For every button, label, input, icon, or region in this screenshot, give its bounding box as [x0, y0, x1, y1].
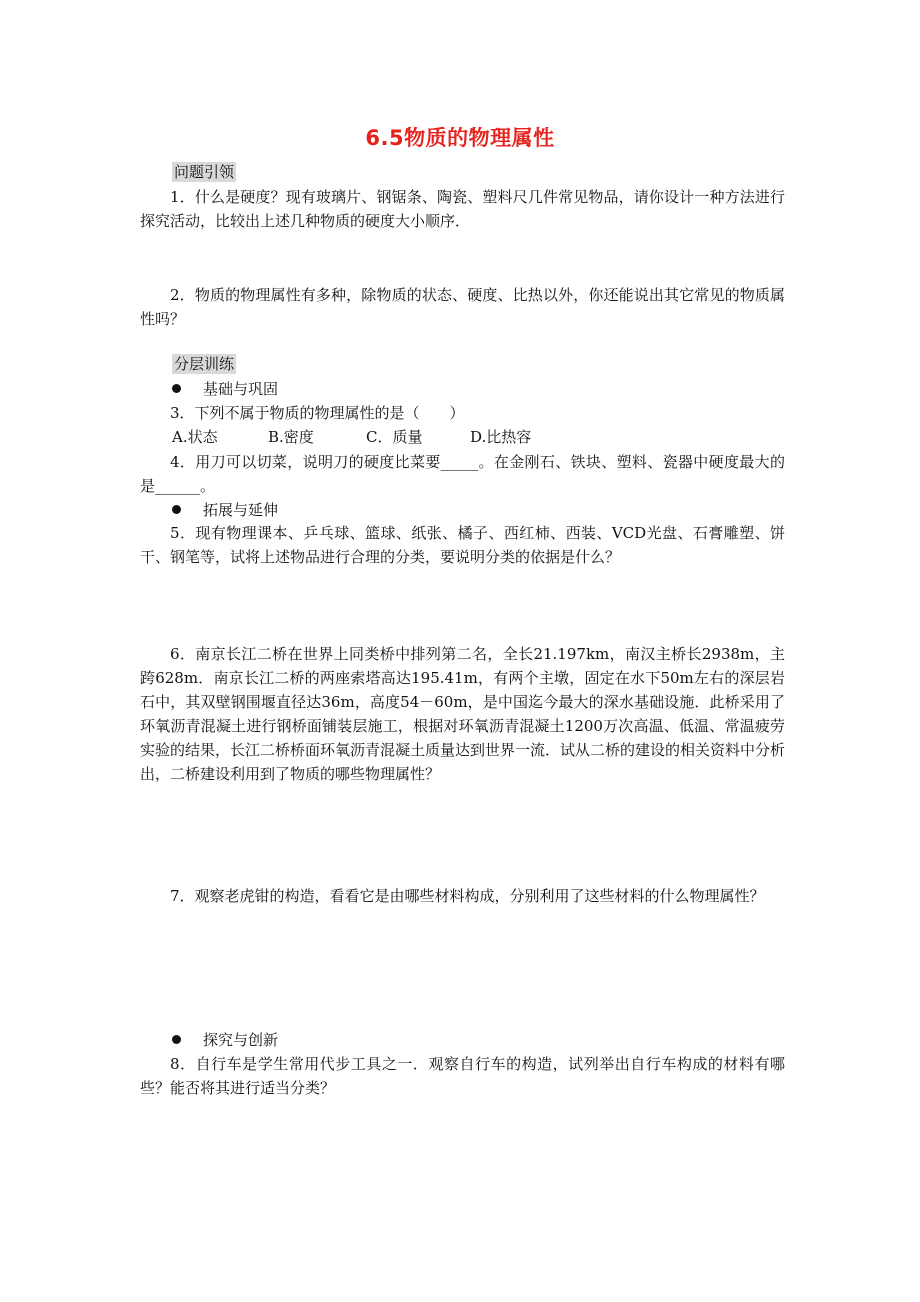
bullet-dot-icon	[172, 384, 181, 393]
question-5: 5．现有物理课本、乒乓球、篮球、纸张、橘子、西红柿、西装、VCD光盘、石膏雕塑、饼干、钢笔等，试将上述物品进行合理的分类，要说明分类的依据是什么？	[140, 524, 785, 566]
bullet-dot-icon	[172, 1035, 181, 1044]
question-7: 7．观察老虎钳的构造，看看它是由哪些材料构成，分别利用了这些材料的什么物理属性？	[170, 887, 765, 905]
bullet-extend-label: 拓展与延伸	[203, 501, 279, 519]
question-8: 8．自行车是学生常用代步工具之一．观察自行车的构造，试列举出自行车构成的材料有哪些？能否将其进行适当分类？	[140, 1055, 785, 1097]
question-3-options	[172, 426, 531, 448]
question-1: 1．什么是硬度？现有玻璃片、钢锯条、陶瓷、塑料尺几件常见物品，请你设计一种方法进行探究活动，比较出上述几种物质的硬度大小顺序．	[140, 188, 785, 230]
question-2: 2．物质的物理属性有多种，除物质的状态、硬度、比热以外，你还能说出其它常见的物质属性吗？	[140, 286, 785, 328]
section-heading-practice: 分层训练	[174, 355, 235, 373]
option-c: C．质量	[366, 428, 423, 446]
bullet-basic	[172, 378, 278, 400]
page-title: 6.5物质的物理属性	[365, 126, 555, 150]
option-b: B.密度	[268, 428, 314, 446]
bullet-extend	[172, 499, 278, 521]
question-4: 4．用刀可以切菜，说明刀的硬度比菜要_____。在金刚石、铁块、塑料、瓷器中硬度最大的是______。	[140, 453, 785, 495]
option-a: A.状态	[172, 428, 218, 446]
bullet-basic-label: 基础与巩固	[203, 380, 279, 398]
option-d: D.比热容	[470, 428, 532, 446]
bullet-explore	[172, 1029, 278, 1051]
bullet-explore-label: 探究与创新	[203, 1031, 279, 1049]
question-6: 6．南京长江二桥在世界上同类桥中排列第二名，全长21.197km，南汉主桥长2938m，主跨628m．南京长江二桥的两座索塔高达195.41m，有两个主墩，固定在水下50m左右的深层岩石中，其双壁钢围堰直径达36m，高度54－60m，是中国迄今最大的深水基础设施．此桥采用了环氧沥青混凝土进行钢桥面铺装层施工，根据对环氧沥青混凝土1200万次高温、低温、常温疲劳实验的结果，长江二桥桥面环氧沥青混凝土质量达到世界一流．试从二桥的建设的相关资料中分析出，二桥建设利用到了物质的哪些物理属性？	[140, 645, 786, 783]
section-heading-intro: 问题引领	[174, 163, 235, 181]
bullet-dot-icon	[172, 505, 181, 514]
question-3: 3．下列不属于物质的物理属性的是（ ）	[170, 404, 465, 422]
